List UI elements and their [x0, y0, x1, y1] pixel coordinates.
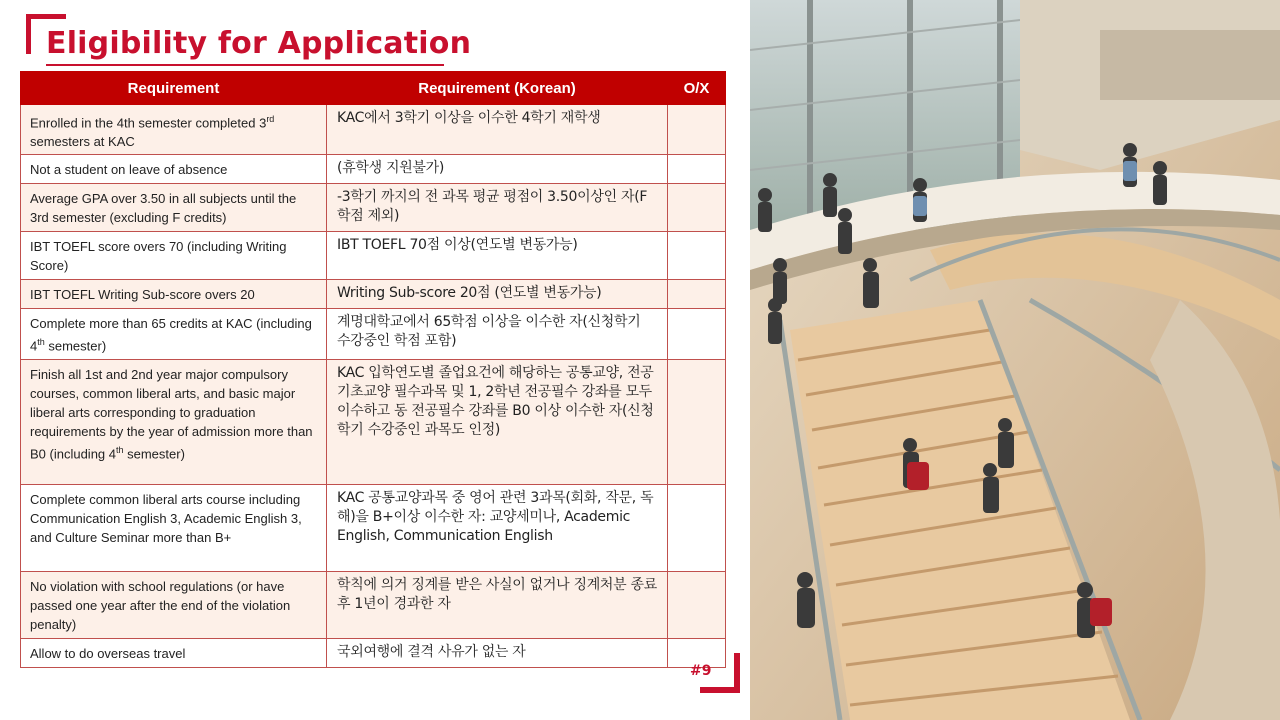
requirement-ko: 계명대학교에서 65학점 이상을 이수한 자(신청학기 수강중인 학점 포함) — [327, 309, 668, 359]
title-underline — [46, 64, 444, 66]
table-row — [21, 105, 726, 155]
staircase-photo — [750, 0, 1280, 720]
requirement-ko: 국외여행에 결격 사유가 없는 자 — [327, 638, 668, 667]
table-row — [21, 232, 726, 280]
requirement-en: IBT TOEFL Writing Sub-score overs 20 — [21, 280, 327, 309]
page-corner-decoration — [700, 653, 740, 693]
requirement-ko: KAC 입학연도별 졸업요건에 해당하는 공통교양, 전공기초교양 필수과목 및 1, 2학년 전공필수 강좌를 모두 이수하고 동 전공필수 강좌를 B0 이상 이수한 자(신청학기 수강중인 과목도 인정) — [327, 359, 668, 484]
requirement-en: Complete more than 65 credits at KAC (including 4th semester) — [21, 309, 327, 359]
ox-cell[interactable] — [668, 280, 726, 309]
table-row — [21, 359, 726, 484]
eligibility-table — [20, 71, 726, 668]
requirement-ko: Writing Sub-score 20점 (연도별 변동가능) — [327, 280, 668, 309]
header-requirement: Requirement — [21, 72, 327, 105]
requirement-en: Average GPA over 3.50 in all subjects until the 3rd semester (excluding F credits) — [21, 184, 327, 232]
ox-cell[interactable] — [668, 155, 726, 184]
requirement-ko: IBT TOEFL 70점 이상(연도별 변동가능) — [327, 232, 668, 280]
table-header-row — [21, 72, 726, 105]
requirement-en: Finish all 1st and 2nd year major compulsory courses, common liberal arts, and basic major liberal arts corresponding to graduation requirements by the year of admission more than B0 (including 4th semester) — [21, 359, 327, 484]
staircase-illustration — [750, 0, 1280, 720]
header-ox: O/X — [668, 72, 726, 105]
requirement-en: Allow to do overseas travel — [21, 638, 327, 667]
table-row — [21, 571, 726, 638]
requirement-ko: KAC 공통교양과목 중 영어 관련 3과목(회화, 작문, 독해)을 B+이상 이수한 자: 교양세미나, Academic English, Communication English — [327, 484, 668, 571]
page-number: #9 — [690, 663, 712, 679]
requirement-en: Complete common liberal arts course including Communication English 3, Academic English 3, and Culture Seminar more than B+ — [21, 484, 327, 571]
table-row — [21, 309, 726, 359]
header-requirement-korean: Requirement (Korean) — [327, 72, 668, 105]
table-row — [21, 280, 726, 309]
table-row — [21, 484, 726, 571]
ox-cell[interactable] — [668, 105, 726, 155]
ox-cell[interactable] — [668, 484, 726, 571]
ox-cell[interactable] — [668, 232, 726, 280]
ox-cell[interactable] — [668, 309, 726, 359]
requirement-en: No violation with school regulations (or have passed one year after the end of the violation penalty) — [21, 571, 327, 638]
page-title: Eligibility for Application — [46, 26, 472, 61]
ox-cell[interactable] — [668, 184, 726, 232]
ox-cell[interactable] — [668, 359, 726, 484]
requirement-ko: 학칙에 의거 징계를 받은 사실이 없거나 징계처분 종료 후 1년이 경과한 자 — [327, 571, 668, 638]
table-row — [21, 155, 726, 184]
requirement-en: Not a student on leave of absence — [21, 155, 327, 184]
requirement-ko: (휴학생 지원불가) — [327, 155, 668, 184]
requirement-ko: KAC에서 3학기 이상을 이수한 4학기 재학생 — [327, 105, 668, 155]
requirement-en: IBT TOEFL score overs 70 (including Writing Score) — [21, 232, 327, 280]
table-row — [21, 184, 726, 232]
ox-cell[interactable] — [668, 571, 726, 638]
table-row — [21, 638, 726, 667]
requirement-en: Enrolled in the 4th semester completed 3rd semesters at KAC — [21, 105, 327, 155]
requirement-ko: -3학기 까지의 전 과목 평균 평점이 3.50이상인 자(F학점 제외) — [327, 184, 668, 232]
